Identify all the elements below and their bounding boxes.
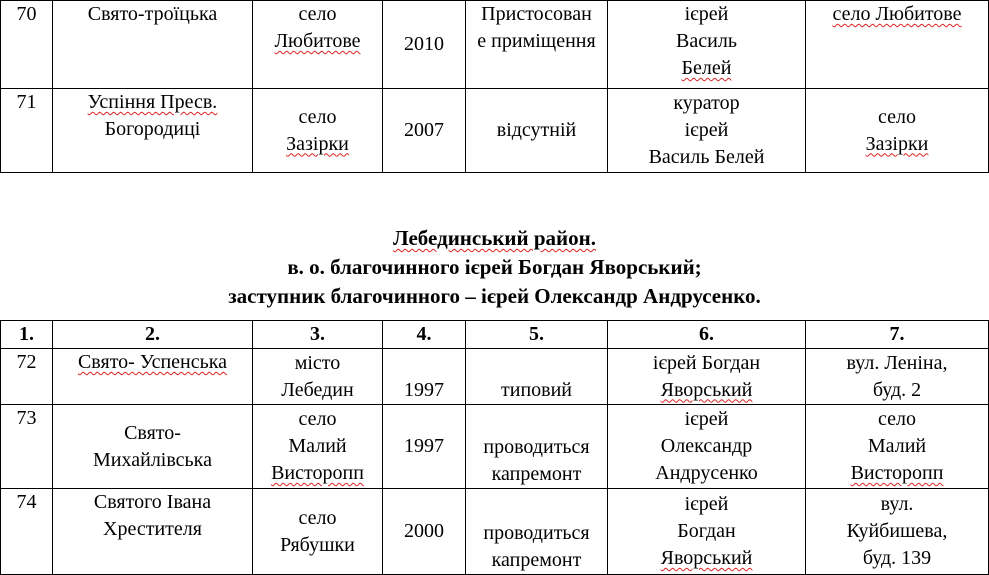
cell-number: 74 [1, 489, 53, 575]
district-title: Лебединський район. [392, 226, 597, 250]
cell-location: село Рябушки [253, 489, 383, 575]
cell-address: вул. Куйбишева, буд. 139 [806, 489, 989, 575]
cell-number: 72 [1, 349, 53, 405]
table-row [1, 89, 989, 173]
table-row [1, 405, 989, 489]
cell-church-name: Успіння Пресв. Богородиці [53, 89, 253, 173]
cell-location: село Любитове [253, 1, 383, 89]
cell-year: 2007 [383, 89, 466, 173]
table-row [1, 349, 989, 405]
table-row [1, 489, 989, 575]
parish-table-top [0, 0, 989, 173]
dean-line: в. о. благочинного ієрей Богдан Яворський; [287, 255, 702, 279]
cell-location: село Зазірки [253, 89, 383, 173]
cell-church-name: Свято-троїцька [53, 1, 253, 89]
cell-rector: ієрей Олександр Андрусенко [608, 405, 806, 489]
cell-year: 1997 [383, 405, 466, 489]
cell-address: вул. Леніна, буд. 2 [806, 349, 989, 405]
cell-building: Пристосован е приміщення [466, 1, 608, 89]
column-header: 7. [806, 321, 989, 349]
table-header-row [1, 321, 989, 349]
cell-building: відсутній [466, 89, 608, 173]
cell-building: проводиться капремонт [466, 489, 608, 575]
cell-number: 70 [1, 1, 53, 89]
cell-year: 2000 [383, 489, 466, 575]
column-header: 6. [608, 321, 806, 349]
column-header: 5. [466, 321, 608, 349]
cell-church-name: Свято- Михайлівська [53, 405, 253, 489]
cell-location: місто Лебедин [253, 349, 383, 405]
cell-address: село Зазірки [806, 89, 989, 173]
cell-number: 73 [1, 405, 53, 489]
cell-location: село Малий Висторопп [253, 405, 383, 489]
cell-building: типовий [466, 349, 608, 405]
cell-address: село Малий Висторопп [806, 405, 989, 489]
table-row [1, 1, 989, 89]
cell-church-name: Свято- Успенська [53, 349, 253, 405]
cell-rector: ієрей Богдан Яворський [608, 349, 806, 405]
cell-rector: ієрей Богдан Яворський [608, 489, 806, 575]
column-header: 4. [383, 321, 466, 349]
cell-building: проводиться капремонт [466, 405, 608, 489]
district-heading [0, 224, 989, 311]
column-header: 2. [53, 321, 253, 349]
cell-number: 71 [1, 89, 53, 173]
cell-year: 1997 [383, 349, 466, 405]
column-header: 1. [1, 321, 53, 349]
cell-rector: куратор ієрей Василь Белей [608, 89, 806, 173]
cell-year: 2010 [383, 1, 466, 89]
cell-church-name: Святого Івана Хрестителя [53, 489, 253, 575]
cell-rector: ієрей Василь Белей [608, 1, 806, 89]
parish-table-lebedyn [0, 320, 989, 575]
deputy-line: заступник благочинного – ієрей Олександр Андрусенко. [228, 284, 761, 308]
cell-address: село Любитове [806, 1, 989, 89]
column-header: 3. [253, 321, 383, 349]
